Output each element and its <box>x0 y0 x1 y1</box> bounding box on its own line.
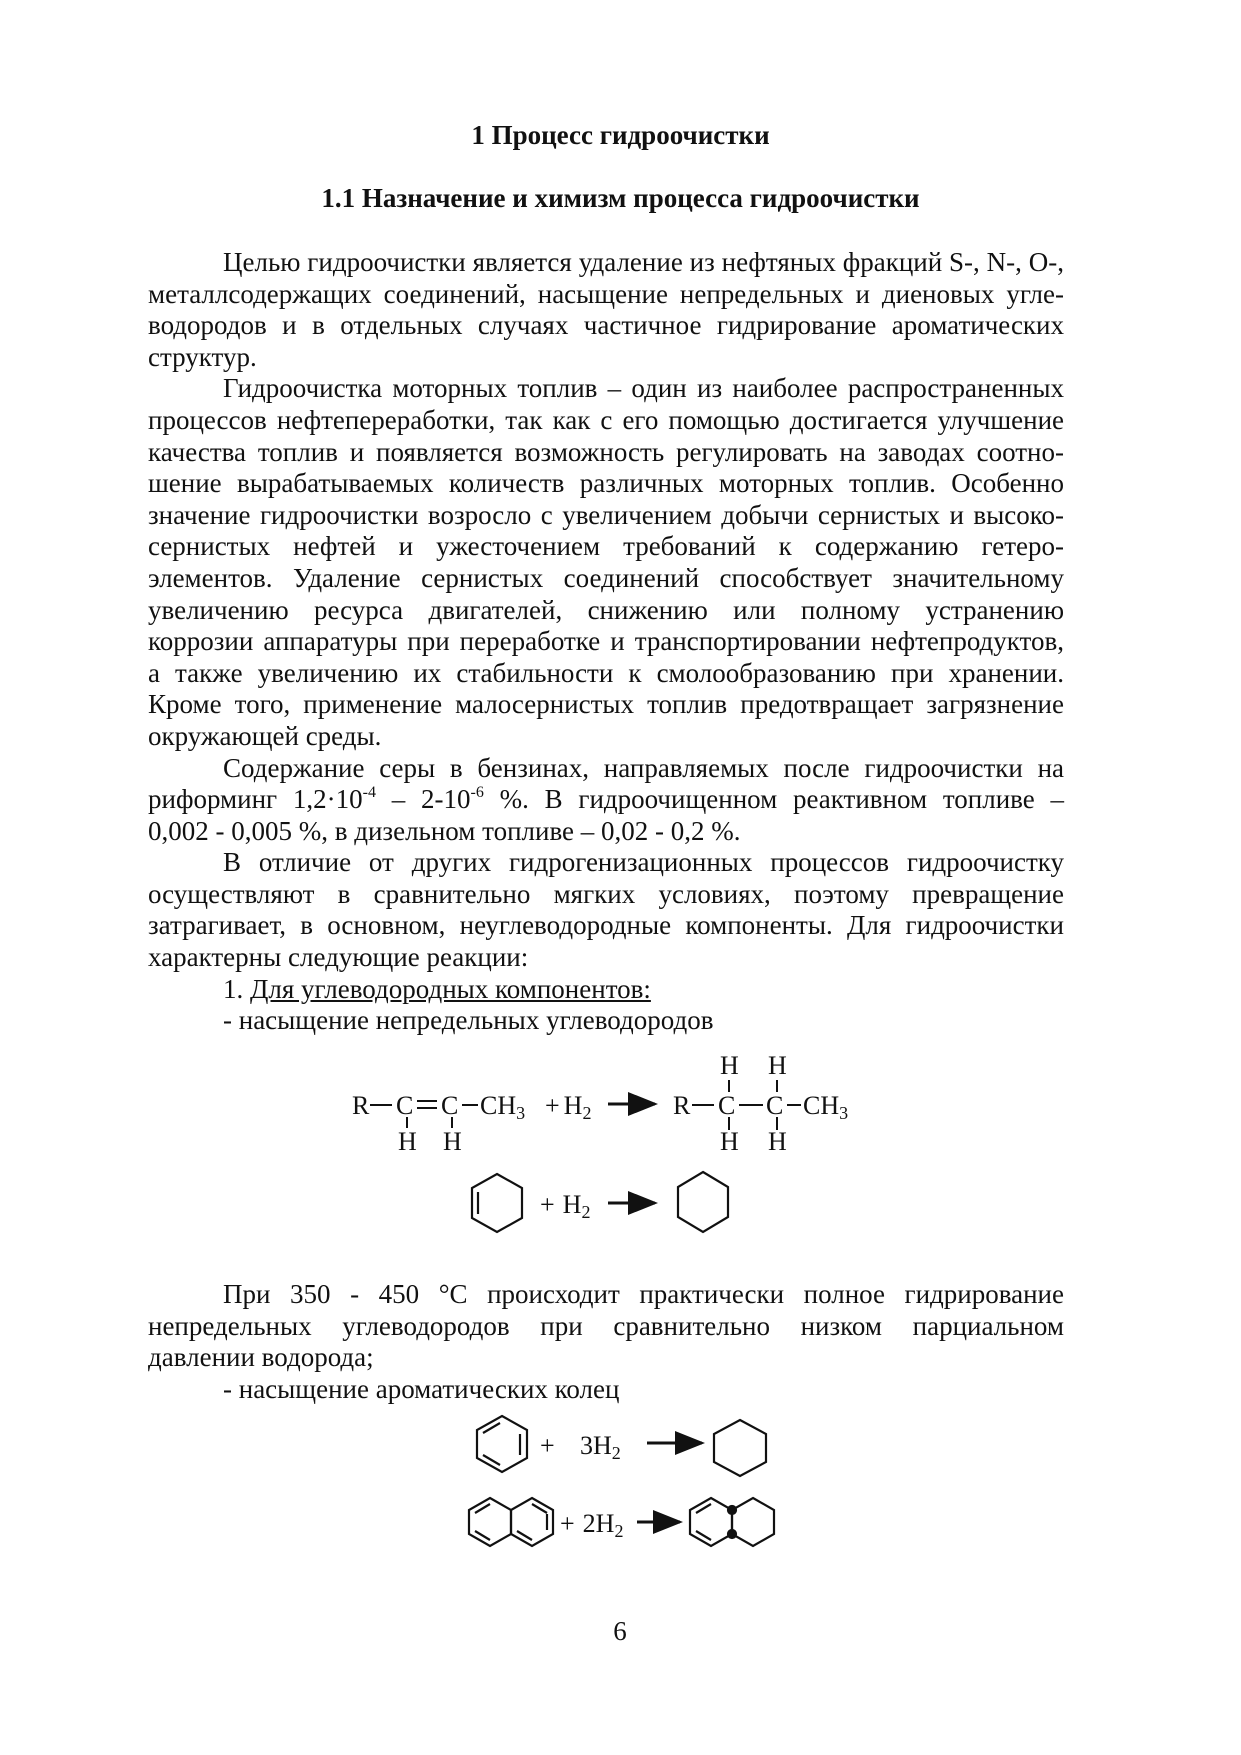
reaction-alkene-hydrogenation <box>352 1051 848 1156</box>
atom-h: H <box>443 1127 462 1156</box>
atom-h: H <box>720 1127 739 1156</box>
underlined-heading: Для углеводородных компонентов: <box>250 973 651 1004</box>
text-fragment: %. В гидроочищенном реактивном топливе – <box>483 784 1064 815</box>
text-line: увеличению ресурса двигателей, снижению или полному устранению <box>148 594 1064 625</box>
atom-c: C <box>441 1091 459 1120</box>
text-line: структур. <box>148 341 257 372</box>
text-line: Целью гидроочистки является удаление из нефтяных фракций S-, N-, O-, <box>223 247 1064 277</box>
atom-c: C <box>766 1091 784 1120</box>
text-line: 0,002 - 0,005 %, в дизельном топливе – 0,02 - 0,2 %. <box>148 815 741 846</box>
text-line: При 350 - 450 °С происходит практически полное гидрирование <box>223 1279 1064 1309</box>
text-fragment: 1. <box>223 973 250 1004</box>
group-ch3: CH3 <box>803 1091 849 1123</box>
superscript: -4 <box>362 784 376 802</box>
text-line: Гидроочистка моторных топлив – один из наиболее распространенных <box>223 373 1064 404</box>
section-title: 1.1 Назначение и химизм процесса гидроочистки <box>321 183 920 213</box>
coef-3h2: 3H2 <box>580 1431 621 1463</box>
reaction-cyclohexene-hydrogenation <box>472 1172 728 1232</box>
text-line: качества топлив и появляется возможность регулировать на заводах соотно- <box>148 436 1064 467</box>
text-line: - насыщение непредельных углеводородов <box>223 1005 714 1036</box>
atom-h: H <box>768 1127 787 1156</box>
text-line: сернистых нефтей и ужесточением требований к содержанию гетеро- <box>148 531 1064 562</box>
text-line: водородов и в отдельных случаях частичное гидрирование ароматических <box>148 310 1064 341</box>
atom-c: C <box>718 1091 736 1120</box>
atom-h: H <box>398 1127 417 1156</box>
superscript: -6 <box>470 784 484 802</box>
atom-r: R <box>673 1091 691 1120</box>
page-number: 6 <box>613 1616 627 1646</box>
text-line: окружающей среды. <box>148 720 382 751</box>
text-line: металлсодержащих соединений, насыщение непредельных и диеновых угле- <box>148 278 1064 309</box>
text-line: Содержание серы в бензинах, направляемых после гидроочистки на <box>223 752 1064 783</box>
text-line: затрагивает, в основном, неуглеводородные компоненты. Для гидроочистки <box>148 910 1064 941</box>
text-line: значение гидроочистки возросло с увеличением добычи сернистых и высоко- <box>148 499 1064 530</box>
text-line: непредельных углеводородов при сравнительно низком парциальном <box>148 1310 1064 1341</box>
atom-h: H <box>768 1051 787 1080</box>
text-line: - насыщение ароматических колец <box>223 1373 620 1404</box>
text-line: а также увеличению их стабильности к смолообразованию при хранении. <box>148 657 1064 688</box>
text-line: элементов. Удаление сернистых соединений способствует значительному <box>148 562 1064 593</box>
atom-h: H <box>720 1051 739 1080</box>
text-line: шение вырабатываемых количеств различных моторных топлив. Особенно <box>148 468 1064 499</box>
plus-sign: + <box>540 1431 555 1460</box>
plus-h2: + H2 <box>545 1091 592 1123</box>
chapter-title: 1 Процесс гидроочистки <box>471 120 770 150</box>
text-fragment: риформинг 1,2·10 <box>148 784 363 815</box>
text-fragment: – 2-10 <box>375 784 471 815</box>
reaction-benzene-hydrogenation <box>477 1416 766 1476</box>
text-line: процессов нефтепереработки, так как с его помощью достигается улучшение <box>148 404 1064 435</box>
text-line: коррозии аппаратуры при переработке и транспортировании нефтепродуктов, <box>148 626 1064 657</box>
plus-h2: + H2 <box>540 1190 591 1222</box>
text-line: В отличие от других гидрогенизационных процессов гидроочистку <box>223 847 1064 878</box>
text-line: осуществляют в сравнительно мягких условиях, поэтому превращение <box>148 878 1064 909</box>
text-line: характерны следующие реакции: <box>148 942 529 973</box>
text-line: давлении водорода; <box>148 1342 374 1373</box>
text-line: Кроме того, применение малосернистых топлив предотвращает загрязнение <box>148 689 1064 720</box>
group-ch3: CH3 <box>480 1091 526 1123</box>
atom-r: R <box>352 1091 370 1120</box>
plus-2h2: + 2H2 <box>560 1509 624 1541</box>
atom-c: C <box>396 1091 414 1120</box>
reaction-naphthalene-hydrogenation <box>469 1498 774 1546</box>
